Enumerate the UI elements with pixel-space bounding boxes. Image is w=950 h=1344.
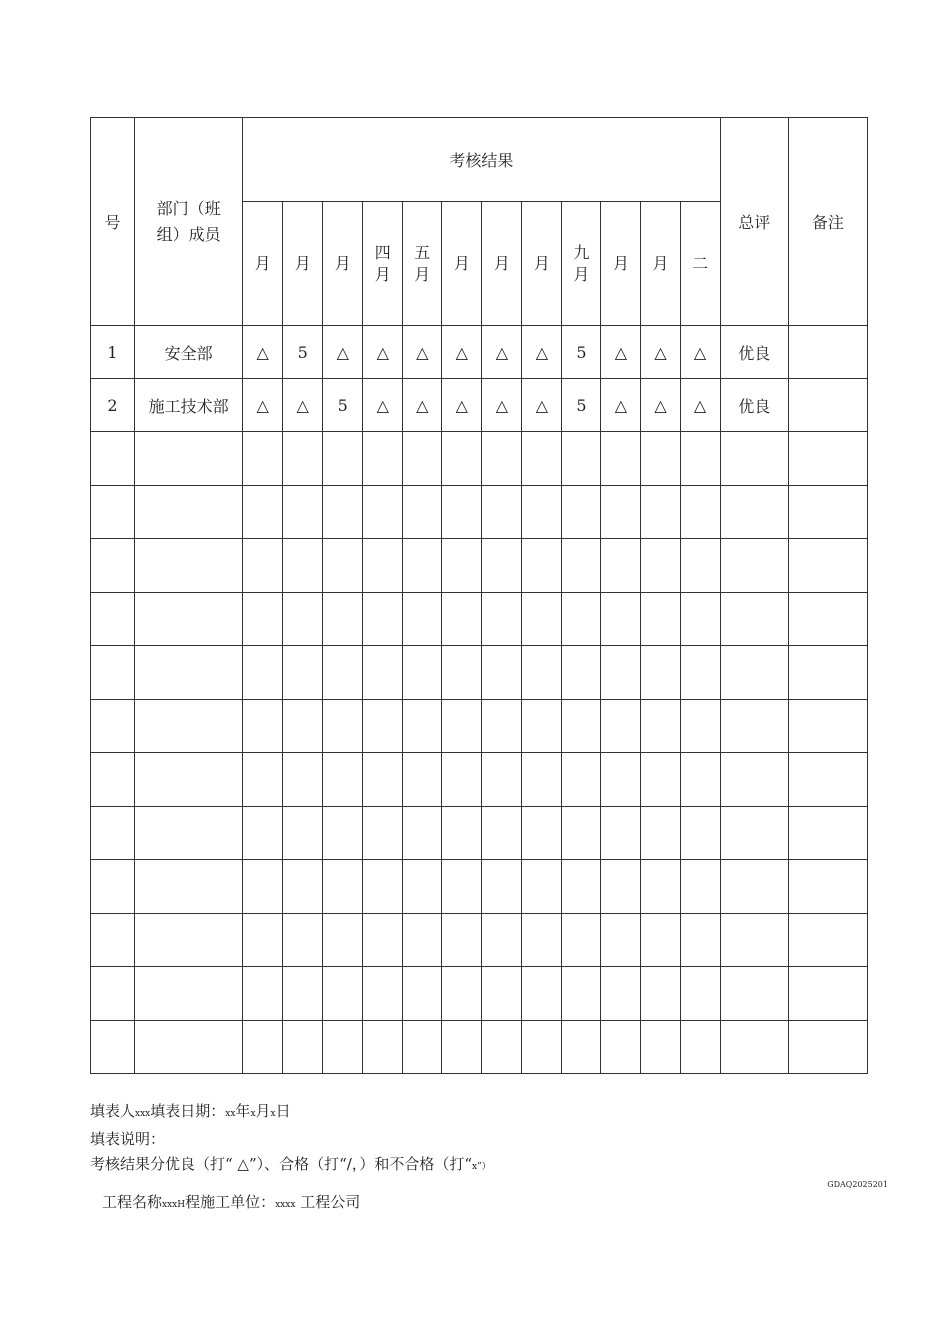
- empty-cell: [482, 699, 522, 753]
- empty-cell: [641, 699, 680, 753]
- empty-cell: [323, 485, 363, 539]
- empty-cell: [601, 646, 641, 700]
- month-mark: 5: [562, 326, 601, 379]
- empty-cell: [482, 485, 522, 539]
- empty-cell: [680, 913, 720, 967]
- month-mark: △: [323, 326, 363, 379]
- empty-cell: [522, 432, 562, 486]
- empty-row: [91, 1020, 868, 1074]
- empty-cell: [363, 646, 403, 700]
- empty-cell: [442, 806, 482, 860]
- empty-cell: [243, 485, 283, 539]
- header-note: 备注: [788, 118, 867, 326]
- empty-cell: [243, 592, 283, 646]
- empty-cell: [680, 860, 720, 914]
- empty-cell: [788, 485, 867, 539]
- empty-cell: [482, 432, 522, 486]
- month-mark: △: [283, 379, 323, 432]
- empty-cell: [403, 646, 442, 700]
- date-year-unit: 年: [235, 1102, 251, 1120]
- empty-cell: [562, 753, 601, 807]
- empty-cell: [403, 539, 442, 593]
- instructions-label: 填表说明：: [90, 1130, 166, 1148]
- empty-cell: [482, 913, 522, 967]
- month-mark: △: [363, 326, 403, 379]
- empty-cell: [135, 806, 243, 860]
- project-line: [102, 1191, 360, 1212]
- date-day-unit: 日: [275, 1102, 291, 1120]
- empty-row: [91, 592, 868, 646]
- empty-cell: [562, 699, 601, 753]
- empty-cell: [442, 539, 482, 593]
- empty-cell: [720, 753, 788, 807]
- empty-cell: [522, 860, 562, 914]
- month-mark: △: [680, 326, 720, 379]
- empty-cell: [641, 967, 680, 1021]
- empty-cell: [482, 646, 522, 700]
- month-mark: △: [442, 326, 482, 379]
- empty-cell: [442, 1020, 482, 1074]
- row-overall: 优良: [720, 326, 788, 379]
- empty-cell: [91, 699, 135, 753]
- empty-cell: [135, 646, 243, 700]
- empty-cell: [283, 1020, 323, 1074]
- date-label: 填表日期：: [150, 1102, 226, 1120]
- empty-cell: [403, 806, 442, 860]
- empty-cell: [403, 1020, 442, 1074]
- filler-label: 填表人: [90, 1102, 136, 1120]
- empty-cell: [601, 485, 641, 539]
- empty-cell: [720, 485, 788, 539]
- empty-cell: [283, 646, 323, 700]
- empty-cell: [562, 592, 601, 646]
- empty-cell: [720, 913, 788, 967]
- filler-line: [90, 1100, 291, 1121]
- month-mark: △: [482, 326, 522, 379]
- empty-cell: [323, 967, 363, 1021]
- row-number: 2: [91, 379, 135, 432]
- empty-cell: [788, 432, 867, 486]
- empty-cell: [403, 753, 442, 807]
- empty-cell: [482, 806, 522, 860]
- empty-cell: [720, 699, 788, 753]
- filler-value: xxx: [135, 1109, 151, 1119]
- empty-cell: [788, 592, 867, 646]
- table-row: [91, 379, 868, 432]
- empty-cell: [788, 753, 867, 807]
- empty-cell: [788, 539, 867, 593]
- month-header: 月: [482, 202, 522, 326]
- month-header: 月: [601, 202, 641, 326]
- empty-cell: [243, 967, 283, 1021]
- project-label: 工程名称: [102, 1193, 163, 1211]
- empty-cell: [91, 539, 135, 593]
- empty-cell: [562, 806, 601, 860]
- empty-cell: [482, 592, 522, 646]
- empty-cell: [562, 646, 601, 700]
- month-mark: △: [641, 326, 680, 379]
- empty-cell: [680, 806, 720, 860]
- empty-cell: [522, 539, 562, 593]
- empty-cell: [323, 592, 363, 646]
- empty-cell: [680, 699, 720, 753]
- empty-cell: [323, 646, 363, 700]
- empty-cell: [323, 432, 363, 486]
- month-mark: △: [601, 326, 641, 379]
- empty-cell: [601, 699, 641, 753]
- month-header: 四 月: [363, 202, 403, 326]
- empty-cell: [363, 806, 403, 860]
- date-month: x: [250, 1109, 256, 1119]
- empty-cell: [283, 592, 323, 646]
- empty-cell: [243, 1020, 283, 1074]
- empty-cell: [283, 485, 323, 539]
- empty-cell: [788, 913, 867, 967]
- empty-cell: [680, 967, 720, 1021]
- month-header: 月: [243, 202, 283, 326]
- empty-cell: [720, 539, 788, 593]
- empty-cell: [641, 432, 680, 486]
- empty-cell: [641, 806, 680, 860]
- empty-cell: [243, 913, 283, 967]
- row-department: 安全部: [135, 326, 243, 379]
- month-header: 九 月: [562, 202, 601, 326]
- empty-cell: [283, 860, 323, 914]
- empty-cell: [562, 539, 601, 593]
- empty-cell: [283, 432, 323, 486]
- empty-cell: [323, 699, 363, 753]
- assessment-table: [90, 117, 868, 1074]
- empty-cell: [91, 753, 135, 807]
- empty-cell: [442, 913, 482, 967]
- month-mark: △: [403, 379, 442, 432]
- empty-cell: [243, 432, 283, 486]
- instruction-text: 考核结果分优良（打“ △”）、合格（打“/，）和不合格（打“: [90, 1155, 473, 1173]
- empty-cell: [522, 699, 562, 753]
- empty-cell: [562, 432, 601, 486]
- instruction-tail: x”）: [472, 1162, 491, 1172]
- empty-cell: [91, 967, 135, 1021]
- month-mark: △: [522, 379, 562, 432]
- empty-cell: [442, 860, 482, 914]
- empty-cell: [641, 753, 680, 807]
- empty-cell: [522, 806, 562, 860]
- empty-cell: [442, 592, 482, 646]
- empty-cell: [91, 913, 135, 967]
- empty-cell: [720, 806, 788, 860]
- empty-cell: [323, 753, 363, 807]
- empty-cell: [522, 967, 562, 1021]
- header-result: 考核结果: [243, 118, 721, 202]
- empty-cell: [363, 699, 403, 753]
- empty-row: [91, 432, 868, 486]
- empty-cell: [243, 539, 283, 593]
- month-mark: △: [403, 326, 442, 379]
- empty-cell: [442, 753, 482, 807]
- empty-cell: [243, 753, 283, 807]
- empty-cell: [482, 967, 522, 1021]
- empty-cell: [788, 699, 867, 753]
- month-mark: △: [363, 379, 403, 432]
- empty-cell: [363, 967, 403, 1021]
- empty-cell: [641, 539, 680, 593]
- empty-cell: [788, 967, 867, 1021]
- month-mark: △: [601, 379, 641, 432]
- empty-cell: [641, 1020, 680, 1074]
- empty-cell: [522, 753, 562, 807]
- empty-cell: [135, 539, 243, 593]
- empty-cell: [601, 592, 641, 646]
- empty-cell: [135, 913, 243, 967]
- empty-cell: [135, 592, 243, 646]
- empty-cell: [91, 806, 135, 860]
- empty-cell: [283, 806, 323, 860]
- project-suffix: 程施工单位：: [185, 1193, 276, 1211]
- empty-cell: [135, 753, 243, 807]
- empty-cell: [243, 860, 283, 914]
- month-mark: △: [243, 379, 283, 432]
- empty-cell: [522, 646, 562, 700]
- empty-cell: [720, 967, 788, 1021]
- empty-cell: [283, 913, 323, 967]
- month-mark: △: [522, 326, 562, 379]
- empty-cell: [135, 860, 243, 914]
- empty-cell: [403, 699, 442, 753]
- empty-cell: [680, 485, 720, 539]
- table-row: [91, 326, 868, 379]
- empty-cell: [601, 806, 641, 860]
- empty-cell: [680, 1020, 720, 1074]
- empty-cell: [442, 432, 482, 486]
- empty-cell: [91, 592, 135, 646]
- empty-cell: [601, 539, 641, 593]
- empty-cell: [680, 539, 720, 593]
- empty-cell: [91, 646, 135, 700]
- month-mark: △: [442, 379, 482, 432]
- empty-cell: [562, 485, 601, 539]
- row-department: 施工技术部: [135, 379, 243, 432]
- empty-cell: [442, 485, 482, 539]
- empty-row: [91, 913, 868, 967]
- empty-row: [91, 485, 868, 539]
- empty-cell: [720, 592, 788, 646]
- empty-cell: [562, 860, 601, 914]
- empty-cell: [601, 1020, 641, 1074]
- empty-cell: [601, 432, 641, 486]
- empty-cell: [482, 860, 522, 914]
- empty-cell: [442, 646, 482, 700]
- empty-cell: [482, 1020, 522, 1074]
- empty-cell: [522, 485, 562, 539]
- row-overall: 优良: [720, 379, 788, 432]
- empty-cell: [680, 432, 720, 486]
- header-overall: 总评: [720, 118, 788, 326]
- empty-cell: [641, 913, 680, 967]
- empty-cell: [91, 1020, 135, 1074]
- empty-cell: [403, 860, 442, 914]
- project-value: xxxH: [162, 1200, 186, 1210]
- empty-cell: [403, 913, 442, 967]
- empty-cell: [91, 485, 135, 539]
- company-value: xxxx: [275, 1200, 296, 1210]
- month-mark: △: [243, 326, 283, 379]
- empty-cell: [323, 539, 363, 593]
- header-no: 号: [91, 118, 135, 326]
- empty-cell: [403, 432, 442, 486]
- company-suffix: 工程公司: [295, 1193, 361, 1211]
- empty-cell: [323, 913, 363, 967]
- empty-cell: [363, 432, 403, 486]
- empty-cell: [720, 1020, 788, 1074]
- month-header: 月: [641, 202, 680, 326]
- empty-cell: [641, 485, 680, 539]
- date-day: x: [270, 1109, 276, 1119]
- empty-row: [91, 646, 868, 700]
- empty-cell: [135, 1020, 243, 1074]
- empty-cell: [243, 699, 283, 753]
- empty-row: [91, 699, 868, 753]
- empty-cell: [680, 592, 720, 646]
- empty-cell: [283, 753, 323, 807]
- header-dept: 部门（班组）成员: [135, 118, 243, 326]
- empty-cell: [363, 860, 403, 914]
- instructions-line: [90, 1153, 491, 1174]
- document-code: GDAQ2025201: [827, 1180, 888, 1189]
- empty-cell: [323, 860, 363, 914]
- empty-cell: [403, 485, 442, 539]
- month-mark: 5: [283, 326, 323, 379]
- month-mark: 5: [323, 379, 363, 432]
- empty-cell: [522, 913, 562, 967]
- empty-cell: [720, 646, 788, 700]
- month-mark: △: [680, 379, 720, 432]
- date-year: xx: [225, 1109, 236, 1119]
- empty-cell: [720, 860, 788, 914]
- empty-cell: [323, 806, 363, 860]
- empty-cell: [788, 646, 867, 700]
- row-note: [788, 326, 867, 379]
- empty-cell: [562, 1020, 601, 1074]
- month-mark: △: [641, 379, 680, 432]
- empty-cell: [283, 539, 323, 593]
- month-header: 月: [522, 202, 562, 326]
- empty-row: [91, 753, 868, 807]
- month-header: 二: [680, 202, 720, 326]
- empty-row: [91, 860, 868, 914]
- row-number: 1: [91, 326, 135, 379]
- empty-cell: [363, 485, 403, 539]
- empty-cell: [243, 646, 283, 700]
- empty-cell: [680, 646, 720, 700]
- empty-cell: [641, 860, 680, 914]
- month-header: 月: [442, 202, 482, 326]
- empty-cell: [562, 967, 601, 1021]
- empty-cell: [363, 1020, 403, 1074]
- empty-cell: [283, 967, 323, 1021]
- empty-row: [91, 539, 868, 593]
- empty-cell: [601, 860, 641, 914]
- empty-cell: [135, 485, 243, 539]
- empty-cell: [135, 699, 243, 753]
- empty-cell: [601, 913, 641, 967]
- empty-cell: [522, 592, 562, 646]
- empty-cell: [91, 432, 135, 486]
- empty-cell: [363, 539, 403, 593]
- empty-cell: [522, 1020, 562, 1074]
- empty-cell: [788, 860, 867, 914]
- empty-row: [91, 967, 868, 1021]
- empty-cell: [323, 1020, 363, 1074]
- month-header: 月: [283, 202, 323, 326]
- row-note: [788, 379, 867, 432]
- empty-cell: [482, 539, 522, 593]
- empty-cell: [363, 592, 403, 646]
- empty-cell: [91, 860, 135, 914]
- empty-cell: [283, 699, 323, 753]
- empty-cell: [788, 1020, 867, 1074]
- empty-cell: [641, 592, 680, 646]
- empty-cell: [601, 967, 641, 1021]
- month-header: 月: [323, 202, 363, 326]
- empty-cell: [442, 699, 482, 753]
- empty-cell: [442, 967, 482, 1021]
- empty-cell: [243, 806, 283, 860]
- date-month-unit: 月: [255, 1102, 271, 1120]
- empty-cell: [788, 806, 867, 860]
- month-mark: △: [482, 379, 522, 432]
- empty-cell: [641, 646, 680, 700]
- empty-row: [91, 806, 868, 860]
- empty-cell: [601, 753, 641, 807]
- empty-cell: [482, 753, 522, 807]
- month-mark: 5: [562, 379, 601, 432]
- empty-cell: [363, 753, 403, 807]
- empty-cell: [562, 913, 601, 967]
- empty-cell: [135, 967, 243, 1021]
- empty-cell: [403, 592, 442, 646]
- month-header: 五 月: [403, 202, 442, 326]
- empty-cell: [135, 432, 243, 486]
- empty-cell: [403, 967, 442, 1021]
- empty-cell: [680, 753, 720, 807]
- empty-cell: [363, 913, 403, 967]
- empty-cell: [720, 432, 788, 486]
